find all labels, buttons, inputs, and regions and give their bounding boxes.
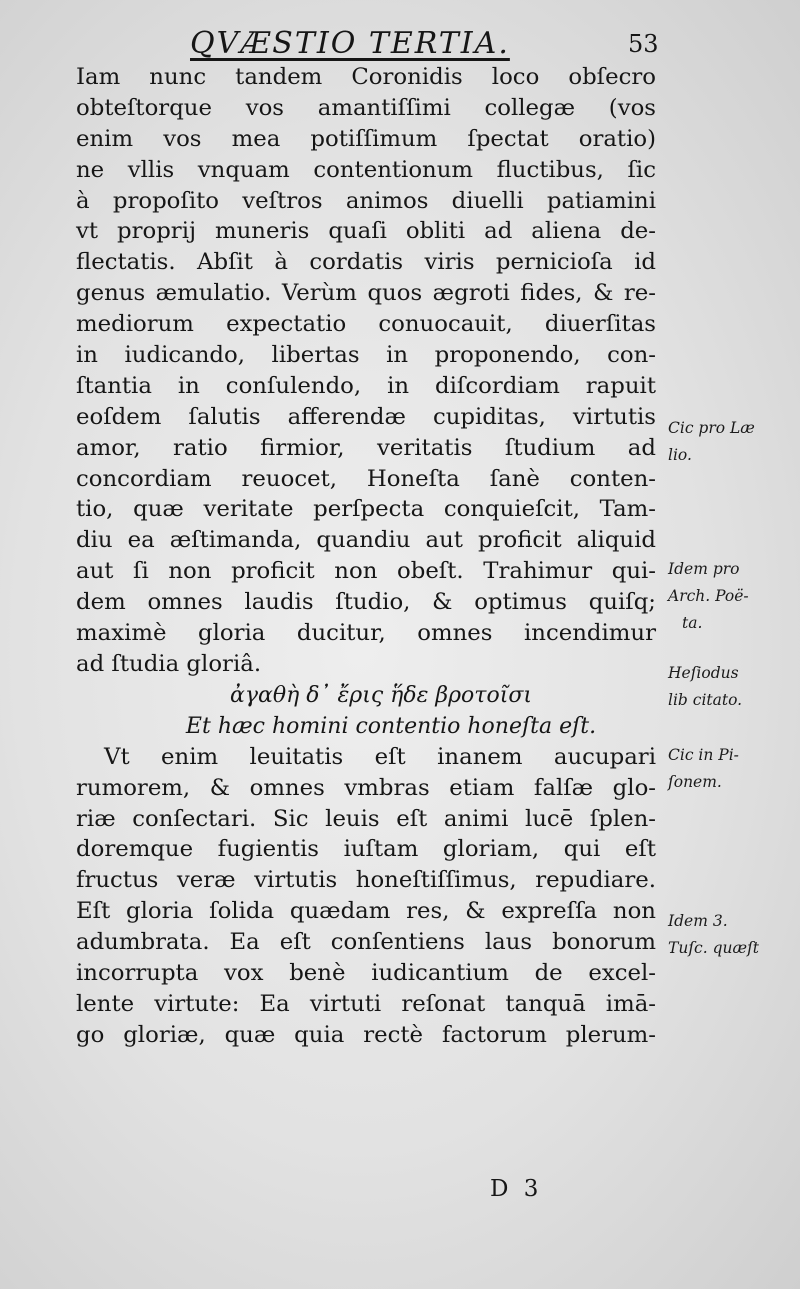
text-line: doremque fugientis iuſtam gloriam, qui eſt: [76, 836, 656, 863]
text-line: incorrupta vox benè iudicantium de excel-: [76, 960, 656, 987]
text-line: aut ſi non proficit non obeſt. Trahimur qui-: [76, 558, 656, 585]
text-line: genus æmulatio. Verùm quos ægroti fides, & re-: [76, 280, 656, 307]
margin-note-idem-tusc: Idem 3. Tuſc. quæſt: [668, 912, 760, 957]
text-line: eoſdem ſalutis afferendæ cupiditas, virtutis: [76, 403, 656, 430]
text-line: vt proprij muneris quaſi obliti ad aliena de-: [76, 218, 656, 245]
margin-note-cic-pro-laelio: Cic pro Læ lio.: [668, 419, 755, 464]
margin-note-hesiodus: Heſiodus lib citato.: [668, 664, 743, 709]
text-line: ne vllis vnquam contentionum fluctibus, ſic: [76, 156, 656, 183]
text-line: lente virtute: Ea virtuti reſonat tanquā imā-: [76, 990, 656, 1017]
latin-quotation: Et hæc homini contentio honeſta eſt.: [185, 713, 597, 739]
text-line: Eſt gloria ſolida quædam res, & expreſſa non: [76, 898, 656, 925]
page-header: [0, 26, 800, 66]
margin-note-idem-pro-archia: Idem pro Arch. Poë- ta.: [668, 560, 749, 632]
text-line: enim vos mea potiſſimum ſpectat oratio): [76, 125, 656, 152]
text-line: riæ conſectari. Sic leuis eſt animi lucē ſplen-: [76, 805, 656, 832]
text-line: maximè gloria ducitur, omnes incendimur: [76, 620, 656, 647]
running-head: QVÆSTIO TERTIA.: [190, 26, 510, 61]
text-line: Vt enim leuitatis eſt inanem aucupari: [104, 743, 656, 770]
greek-quotation: ἀγαθὴ δ᾽ ἔρις ἥδε βροτοῖσι: [229, 682, 532, 708]
text-line: concordiam reuocet, Honeſta ſanè conten-: [76, 465, 656, 492]
text-line: ſtantia in conſulendo, in diſcordiam rapuit: [76, 372, 656, 399]
text-line: obteſtorque vos amantiſſimi collegæ (vos: [76, 94, 656, 121]
text-line: go gloriæ, quæ quia rectè factorum plerum-: [76, 1021, 656, 1048]
text-line: fructus veræ virtutis honeſtiſſimus, repudiare.: [76, 867, 656, 894]
text-line: in iudicando, libertas in proponendo, con-: [76, 342, 656, 369]
text-line: adumbrata. Ea eſt conſentiens laus bonorum: [76, 929, 656, 956]
margin-note-cic-in-pisonem: Cic in Pi- ſonem.: [668, 746, 739, 791]
text-line: rumorem, & omnes vmbras etiam falſæ glo-: [76, 774, 656, 801]
text-line: amor, ratio firmior, veritatis ſtudium ad: [76, 434, 656, 461]
text-line: ad ſtudia gloriâ.: [76, 650, 262, 677]
text-line: diu ea æſtimanda, quandiu aut proficit aliquid: [76, 527, 656, 554]
text-line: Iam nunc tandem Coronidis loco obſecro: [76, 64, 656, 90]
text-line: à propoſito veſtros animos diuelli patiamini: [76, 187, 656, 214]
text-line: flectatis. Abſit à cordatis viris pernicioſa id: [76, 249, 656, 276]
main-text-block: [76, 62, 656, 1051]
text-line: mediorum expectatio conuocauit, diuerſitas: [76, 311, 656, 338]
page-number: 53: [628, 30, 659, 58]
text-line: dem omnes laudis ſtudio, & optimus quiſq;: [76, 589, 656, 616]
text-line: tio, quæ veritate perſpecta conquieſcit, Tam-: [76, 496, 656, 523]
signature-mark: D 3: [490, 1176, 543, 1202]
